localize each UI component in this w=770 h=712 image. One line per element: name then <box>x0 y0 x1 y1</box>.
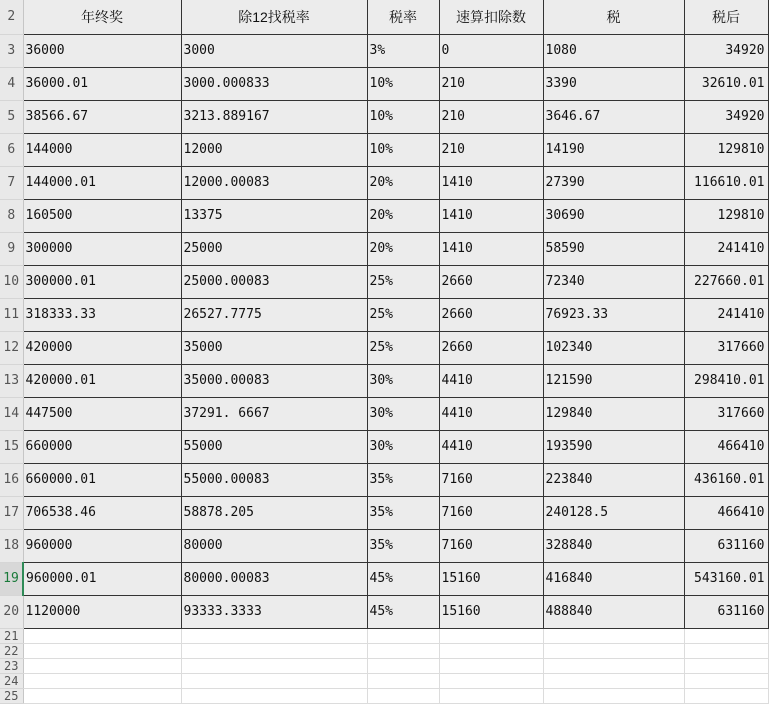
cell-col-monthly-rate[interactable]: 3000 <box>181 34 367 67</box>
header-cell-col-year-end-bonus[interactable]: 年终奖 <box>23 0 181 34</box>
empty-cell[interactable] <box>367 688 439 703</box>
cell-col-tax[interactable]: 328840 <box>543 529 684 562</box>
cell-col-monthly-rate[interactable]: 35000.00083 <box>181 364 367 397</box>
cell-col-monthly-rate[interactable]: 26527.7775 <box>181 298 367 331</box>
cell-col-tax[interactable]: 3646.67 <box>543 100 684 133</box>
cell-col-quick-deduction[interactable]: 4410 <box>439 364 543 397</box>
empty-cell[interactable] <box>684 673 768 688</box>
cell-col-after-tax[interactable]: 129810 <box>684 199 768 232</box>
empty-cell[interactable] <box>684 643 768 658</box>
row-header[interactable]: 16 <box>0 463 23 496</box>
row-header[interactable]: 6 <box>0 133 23 166</box>
row-header[interactable]: 7 <box>0 166 23 199</box>
cell-col-year-end-bonus[interactable]: 660000 <box>23 430 181 463</box>
table-row <box>0 199 768 232</box>
cell-col-tax-rate[interactable]: 25% <box>367 331 439 364</box>
table-row <box>0 562 768 595</box>
table-row <box>0 265 768 298</box>
cell-col-tax-rate[interactable]: 10% <box>367 67 439 100</box>
table-row <box>0 298 768 331</box>
table-row <box>0 166 768 199</box>
row-header[interactable]: 14 <box>0 397 23 430</box>
cell-col-quick-deduction[interactable]: 0 <box>439 34 543 67</box>
cell-col-monthly-rate[interactable]: 25000 <box>181 232 367 265</box>
empty-cell[interactable] <box>439 658 543 673</box>
cell-col-quick-deduction[interactable]: 15160 <box>439 595 543 628</box>
cell-col-quick-deduction[interactable]: 1410 <box>439 199 543 232</box>
row-header[interactable]: 10 <box>0 265 23 298</box>
row-header[interactable]: 4 <box>0 67 23 100</box>
cell-col-year-end-bonus[interactable]: 300000 <box>23 232 181 265</box>
cell-col-tax[interactable]: 72340 <box>543 265 684 298</box>
empty-cell[interactable] <box>439 688 543 703</box>
cell-col-monthly-rate[interactable]: 25000.00083 <box>181 265 367 298</box>
header-cell-col-quick-deduction[interactable]: 速算扣除数 <box>439 0 543 34</box>
cell-col-after-tax[interactable]: 32610.01 <box>684 67 768 100</box>
cell-col-tax-rate[interactable]: 35% <box>367 496 439 529</box>
cell-col-monthly-rate[interactable]: 3213.889167 <box>181 100 367 133</box>
header-cell-col-monthly-rate[interactable]: 除12找税率 <box>181 0 367 34</box>
cell-col-monthly-rate[interactable]: 80000 <box>181 529 367 562</box>
cell-col-tax[interactable]: 1080 <box>543 34 684 67</box>
cell-col-monthly-rate[interactable]: 3000.000833 <box>181 67 367 100</box>
row-header[interactable]: 2 <box>0 0 23 34</box>
table-row <box>0 397 768 430</box>
cell-col-quick-deduction[interactable]: 7160 <box>439 529 543 562</box>
empty-cell[interactable] <box>543 688 684 703</box>
empty-cell[interactable] <box>367 673 439 688</box>
cell-col-year-end-bonus[interactable]: 38566.67 <box>23 100 181 133</box>
cell-col-tax-rate[interactable]: 25% <box>367 298 439 331</box>
cell-col-tax-rate[interactable]: 45% <box>367 562 439 595</box>
cell-col-year-end-bonus[interactable]: 660000.01 <box>23 463 181 496</box>
table-row <box>0 364 768 397</box>
cell-col-quick-deduction[interactable]: 4410 <box>439 430 543 463</box>
cell-col-after-tax[interactable]: 34920 <box>684 34 768 67</box>
empty-cell[interactable] <box>367 658 439 673</box>
cell-col-tax[interactable]: 240128.5 <box>543 496 684 529</box>
empty-cell[interactable] <box>684 688 768 703</box>
empty-row <box>0 628 768 643</box>
cell-col-tax-rate[interactable]: 20% <box>367 199 439 232</box>
empty-cell[interactable] <box>23 658 181 673</box>
cell-col-quick-deduction[interactable]: 2660 <box>439 298 543 331</box>
table-row <box>0 67 768 100</box>
cell-col-monthly-rate[interactable]: 80000.00083 <box>181 562 367 595</box>
cell-col-quick-deduction[interactable]: 7160 <box>439 463 543 496</box>
cell-col-quick-deduction[interactable]: 7160 <box>439 496 543 529</box>
cell-col-tax-rate[interactable]: 20% <box>367 166 439 199</box>
cell-col-year-end-bonus[interactable]: 144000 <box>23 133 181 166</box>
cell-col-year-end-bonus[interactable]: 1120000 <box>23 595 181 628</box>
cell-col-after-tax[interactable]: 34920 <box>684 100 768 133</box>
cell-col-quick-deduction[interactable]: 2660 <box>439 331 543 364</box>
row-header[interactable]: 13 <box>0 364 23 397</box>
cell-col-tax[interactable]: 14190 <box>543 133 684 166</box>
cell-col-year-end-bonus[interactable]: 960000 <box>23 529 181 562</box>
empty-cell[interactable] <box>181 643 367 658</box>
empty-cell[interactable] <box>367 643 439 658</box>
cell-col-tax-rate[interactable]: 35% <box>367 529 439 562</box>
header-cell-col-tax[interactable]: 税 <box>543 0 684 34</box>
cell-col-after-tax[interactable]: 317660 <box>684 331 768 364</box>
cell-col-quick-deduction[interactable]: 4410 <box>439 397 543 430</box>
cell-col-quick-deduction[interactable]: 2660 <box>439 265 543 298</box>
empty-cell[interactable] <box>181 688 367 703</box>
cell-col-year-end-bonus[interactable]: 420000.01 <box>23 364 181 397</box>
cell-col-year-end-bonus[interactable]: 960000.01 <box>23 562 181 595</box>
empty-cell[interactable] <box>543 658 684 673</box>
empty-cell[interactable] <box>181 628 367 643</box>
cell-col-monthly-rate[interactable]: 55000 <box>181 430 367 463</box>
cell-col-monthly-rate[interactable]: 37291. 6667 <box>181 397 367 430</box>
cell-col-tax-rate[interactable]: 3% <box>367 34 439 67</box>
table-row <box>0 463 768 496</box>
cell-col-tax-rate[interactable]: 35% <box>367 463 439 496</box>
empty-cell[interactable] <box>439 628 543 643</box>
row-header[interactable]: 19 <box>0 562 23 595</box>
row-header[interactable]: 22 <box>0 643 23 658</box>
table-row <box>0 496 768 529</box>
row-header[interactable]: 25 <box>0 688 23 703</box>
empty-row <box>0 643 768 658</box>
row-header[interactable]: 23 <box>0 658 23 673</box>
cell-col-tax[interactable]: 3390 <box>543 67 684 100</box>
row-header[interactable]: 3 <box>0 34 23 67</box>
row-header[interactable]: 12 <box>0 331 23 364</box>
cell-col-quick-deduction[interactable]: 1410 <box>439 166 543 199</box>
cell-col-quick-deduction[interactable]: 15160 <box>439 562 543 595</box>
row-header[interactable]: 9 <box>0 232 23 265</box>
header-cell-col-tax-rate[interactable]: 税率 <box>367 0 439 34</box>
cell-col-after-tax[interactable]: 436160.01 <box>684 463 768 496</box>
cell-col-year-end-bonus[interactable]: 160500 <box>23 199 181 232</box>
cell-col-quick-deduction[interactable]: 210 <box>439 100 543 133</box>
empty-cell[interactable] <box>543 628 684 643</box>
table-row <box>0 133 768 166</box>
empty-cell[interactable] <box>23 673 181 688</box>
cell-col-year-end-bonus[interactable]: 420000 <box>23 331 181 364</box>
table-row <box>0 430 768 463</box>
cell-col-after-tax[interactable]: 129810 <box>684 133 768 166</box>
cell-col-tax-rate[interactable]: 20% <box>367 232 439 265</box>
cell-col-tax-rate[interactable]: 30% <box>367 364 439 397</box>
empty-cell[interactable] <box>23 688 181 703</box>
cell-col-monthly-rate[interactable]: 58878.205 <box>181 496 367 529</box>
cell-col-tax[interactable]: 488840 <box>543 595 684 628</box>
empty-cell[interactable] <box>543 673 684 688</box>
empty-row <box>0 673 768 688</box>
empty-cell[interactable] <box>181 658 367 673</box>
cell-col-tax[interactable]: 30690 <box>543 199 684 232</box>
cell-col-tax[interactable]: 76923.33 <box>543 298 684 331</box>
cell-col-tax[interactable]: 129840 <box>543 397 684 430</box>
row-header[interactable]: 11 <box>0 298 23 331</box>
header-cell-col-after-tax[interactable]: 税后 <box>684 0 768 34</box>
row-header[interactable]: 21 <box>0 628 23 643</box>
cell-col-after-tax[interactable]: 466410 <box>684 430 768 463</box>
header-row <box>0 0 768 34</box>
empty-cell[interactable] <box>439 643 543 658</box>
row-header[interactable]: 17 <box>0 496 23 529</box>
cell-col-after-tax[interactable]: 466410 <box>684 496 768 529</box>
row-header[interactable]: 5 <box>0 100 23 133</box>
cell-col-after-tax[interactable]: 298410.01 <box>684 364 768 397</box>
cell-col-quick-deduction[interactable]: 210 <box>439 67 543 100</box>
cell-col-after-tax[interactable]: 631160 <box>684 529 768 562</box>
cell-col-tax-rate[interactable]: 10% <box>367 133 439 166</box>
row-header[interactable]: 15 <box>0 430 23 463</box>
cell-col-after-tax[interactable]: 116610.01 <box>684 166 768 199</box>
empty-row <box>0 658 768 673</box>
table-row <box>0 529 768 562</box>
row-header[interactable]: 18 <box>0 529 23 562</box>
cell-col-tax-rate[interactable]: 30% <box>367 397 439 430</box>
row-header[interactable]: 20 <box>0 595 23 628</box>
row-header[interactable]: 8 <box>0 199 23 232</box>
cell-col-tax[interactable]: 58590 <box>543 232 684 265</box>
empty-cell[interactable] <box>684 658 768 673</box>
cell-col-tax[interactable]: 121590 <box>543 364 684 397</box>
empty-cell[interactable] <box>684 628 768 643</box>
cell-col-tax[interactable]: 102340 <box>543 331 684 364</box>
cell-col-tax-rate[interactable]: 30% <box>367 430 439 463</box>
cell-col-tax[interactable]: 27390 <box>543 166 684 199</box>
cell-col-after-tax[interactable]: 227660.01 <box>684 265 768 298</box>
cell-col-year-end-bonus[interactable]: 36000 <box>23 34 181 67</box>
empty-cell[interactable] <box>23 628 181 643</box>
table-row <box>0 100 768 133</box>
cell-col-quick-deduction[interactable]: 1410 <box>439 232 543 265</box>
cell-col-quick-deduction[interactable]: 210 <box>439 133 543 166</box>
cell-col-after-tax[interactable]: 317660 <box>684 397 768 430</box>
cell-col-year-end-bonus[interactable]: 318333.33 <box>23 298 181 331</box>
cell-col-year-end-bonus[interactable]: 706538.46 <box>23 496 181 529</box>
empty-row <box>0 688 768 703</box>
cell-col-after-tax[interactable]: 631160 <box>684 595 768 628</box>
cell-col-year-end-bonus[interactable]: 300000.01 <box>23 265 181 298</box>
table-row <box>0 232 768 265</box>
cell-col-tax-rate[interactable]: 45% <box>367 595 439 628</box>
cell-col-tax[interactable]: 193590 <box>543 430 684 463</box>
row-header[interactable]: 24 <box>0 673 23 688</box>
cell-col-tax-rate[interactable]: 10% <box>367 100 439 133</box>
table-row <box>0 331 768 364</box>
cell-col-after-tax[interactable]: 543160.01 <box>684 562 768 595</box>
cell-col-monthly-rate[interactable]: 55000.00083 <box>181 463 367 496</box>
cell-col-monthly-rate[interactable]: 93333.3333 <box>181 595 367 628</box>
cell-col-tax[interactable]: 416840 <box>543 562 684 595</box>
cell-col-monthly-rate[interactable]: 12000 <box>181 133 367 166</box>
table-row <box>0 34 768 67</box>
cell-col-monthly-rate[interactable]: 12000.00083 <box>181 166 367 199</box>
cell-col-tax-rate[interactable]: 25% <box>367 265 439 298</box>
cell-col-tax[interactable]: 223840 <box>543 463 684 496</box>
cell-col-year-end-bonus[interactable]: 447500 <box>23 397 181 430</box>
empty-cell[interactable] <box>181 673 367 688</box>
cell-col-after-tax[interactable]: 241410 <box>684 232 768 265</box>
empty-cell[interactable] <box>439 673 543 688</box>
empty-cell[interactable] <box>367 628 439 643</box>
empty-cell[interactable] <box>23 643 181 658</box>
cell-col-year-end-bonus[interactable]: 144000.01 <box>23 166 181 199</box>
table-row <box>0 595 768 628</box>
cell-col-year-end-bonus[interactable]: 36000.01 <box>23 67 181 100</box>
cell-col-monthly-rate[interactable]: 35000 <box>181 331 367 364</box>
empty-cell[interactable] <box>543 643 684 658</box>
cell-col-after-tax[interactable]: 241410 <box>684 298 768 331</box>
cell-col-monthly-rate[interactable]: 13375 <box>181 199 367 232</box>
